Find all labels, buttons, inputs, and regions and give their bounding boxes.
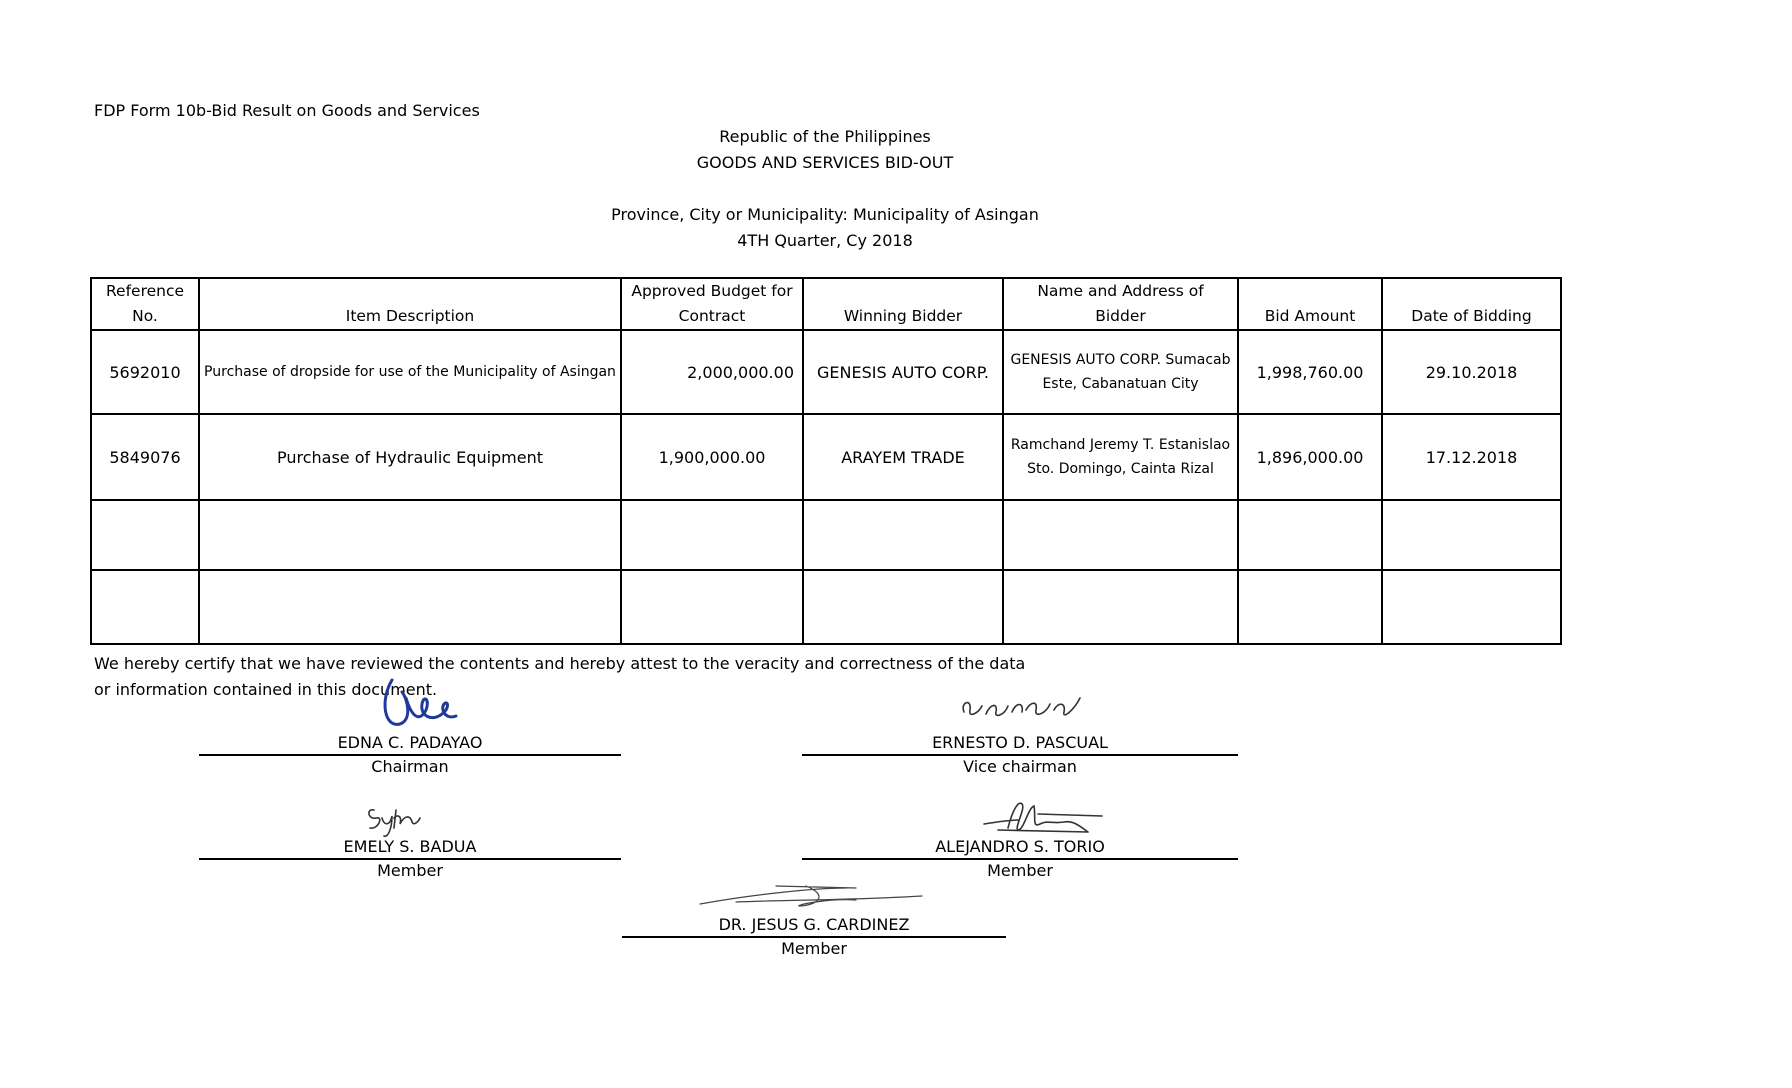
- signatory-member-torio: [802, 836, 1238, 882]
- signatory-title: Chairman: [371, 757, 449, 776]
- table-row-empty: [91, 500, 1561, 570]
- bid-results-table: [90, 277, 1562, 645]
- header-ref-line2: No.: [132, 307, 158, 325]
- signatory-chairman: [199, 732, 621, 778]
- signatory-vice-chairman: [802, 732, 1238, 778]
- signatory-name: EMELY S. BADUA: [343, 837, 477, 856]
- empty-cell: [1003, 500, 1238, 570]
- cell-winning-bidder: GENESIS AUTO CORP.: [803, 330, 1003, 414]
- signatory-title: Vice chairman: [963, 757, 1077, 776]
- empty-cell: [803, 500, 1003, 570]
- form-label: FDP Form 10b-Bid Result on Goods and Services: [94, 101, 480, 120]
- certification-line-1: We hereby certify that we have reviewed the contents and hereby attest to the veracity and correctness of the data: [94, 654, 1026, 673]
- header-budget-line2: Contract: [678, 307, 746, 325]
- cell-bid-amount: 1,896,000.00: [1238, 414, 1382, 500]
- empty-cell: [1238, 570, 1382, 644]
- cell-date-of-bidding: 17.12.2018: [1382, 414, 1561, 500]
- header-address-line2: Bidder: [1095, 307, 1146, 325]
- cell-item-description: Purchase of Hydraulic Equipment: [199, 414, 621, 500]
- header-reference-no: [91, 278, 199, 330]
- document-title: GOODS AND SERVICES BID-OUT: [696, 153, 954, 172]
- signatory-name: ALEJANDRO S. TORIO: [935, 837, 1105, 856]
- header-bid-amount: Bid Amount: [1238, 278, 1382, 330]
- cell-item-description: Purchase of dropside for use of the Municipality of Asingan: [199, 330, 621, 414]
- signatory-member-cardinez: [622, 914, 1006, 960]
- empty-cell: [1382, 500, 1561, 570]
- header-ref-line1: Reference: [105, 282, 185, 300]
- empty-cell: [199, 570, 621, 644]
- header-budget-line1: Approved Budget for: [631, 282, 793, 300]
- empty-cell: [621, 570, 803, 644]
- province-line: Province, City or Municipality: Municipality of Asingan: [611, 205, 1039, 224]
- signatory-title: Member: [781, 939, 847, 958]
- signature-pascual: [958, 688, 1088, 728]
- signatory-name: EDNA C. PADAYAO: [337, 733, 483, 752]
- table-header-row: [91, 278, 1561, 330]
- header-item-description: Item Description: [199, 278, 621, 330]
- cell-winning-bidder: ARAYEM TRADE: [803, 414, 1003, 500]
- signatory-name: DR. JESUS G. CARDINEZ: [718, 915, 910, 934]
- empty-cell: [1238, 500, 1382, 570]
- table-row: [91, 330, 1561, 414]
- signatory-title: Member: [987, 861, 1053, 880]
- signatory-title: Member: [377, 861, 443, 880]
- cell-reference-no: 5849076: [91, 414, 199, 500]
- header-winning-bidder: Winning Bidder: [803, 278, 1003, 330]
- table-row: [91, 414, 1561, 500]
- signature-cardinez: [696, 880, 926, 916]
- empty-cell: [621, 500, 803, 570]
- cell-name-address: GENESIS AUTO CORP. Sumacab Este, Cabanatuan City: [1003, 330, 1238, 414]
- cell-date-of-bidding: 29.10.2018: [1382, 330, 1561, 414]
- certification-line-2: or information contained in this document.: [94, 680, 438, 699]
- empty-cell: [803, 570, 1003, 644]
- empty-cell: [1382, 570, 1561, 644]
- quarter-line: 4TH Quarter, Cy 2018: [737, 231, 913, 250]
- empty-cell: [199, 500, 621, 570]
- cell-approved-budget: 1,900,000.00: [621, 414, 803, 500]
- header-name-address: [1003, 278, 1238, 330]
- header-address-line1: Name and Address of: [1037, 282, 1204, 300]
- republic-heading: Republic of the Philippines: [719, 127, 931, 146]
- header-approved-budget: [621, 278, 803, 330]
- empty-cell: [91, 500, 199, 570]
- cell-name-address: Ramchand Jeremy T. Estanislao Sto. Domingo, Cainta Rizal: [1003, 414, 1238, 500]
- cell-approved-budget: 2,000,000.00: [621, 330, 803, 414]
- empty-cell: [91, 570, 199, 644]
- table-row-empty: [91, 570, 1561, 644]
- signature-padayao: [372, 670, 462, 740]
- cell-reference-no: 5692010: [91, 330, 199, 414]
- signatory-name: ERNESTO D. PASCUAL: [932, 733, 1108, 752]
- header-date-of-bidding: Date of Bidding: [1382, 278, 1561, 330]
- signature-badua: [364, 800, 424, 840]
- signatory-member-badua: [199, 836, 621, 882]
- empty-cell: [1003, 570, 1238, 644]
- cell-bid-amount: 1,998,760.00: [1238, 330, 1382, 414]
- signature-torio: [978, 794, 1108, 842]
